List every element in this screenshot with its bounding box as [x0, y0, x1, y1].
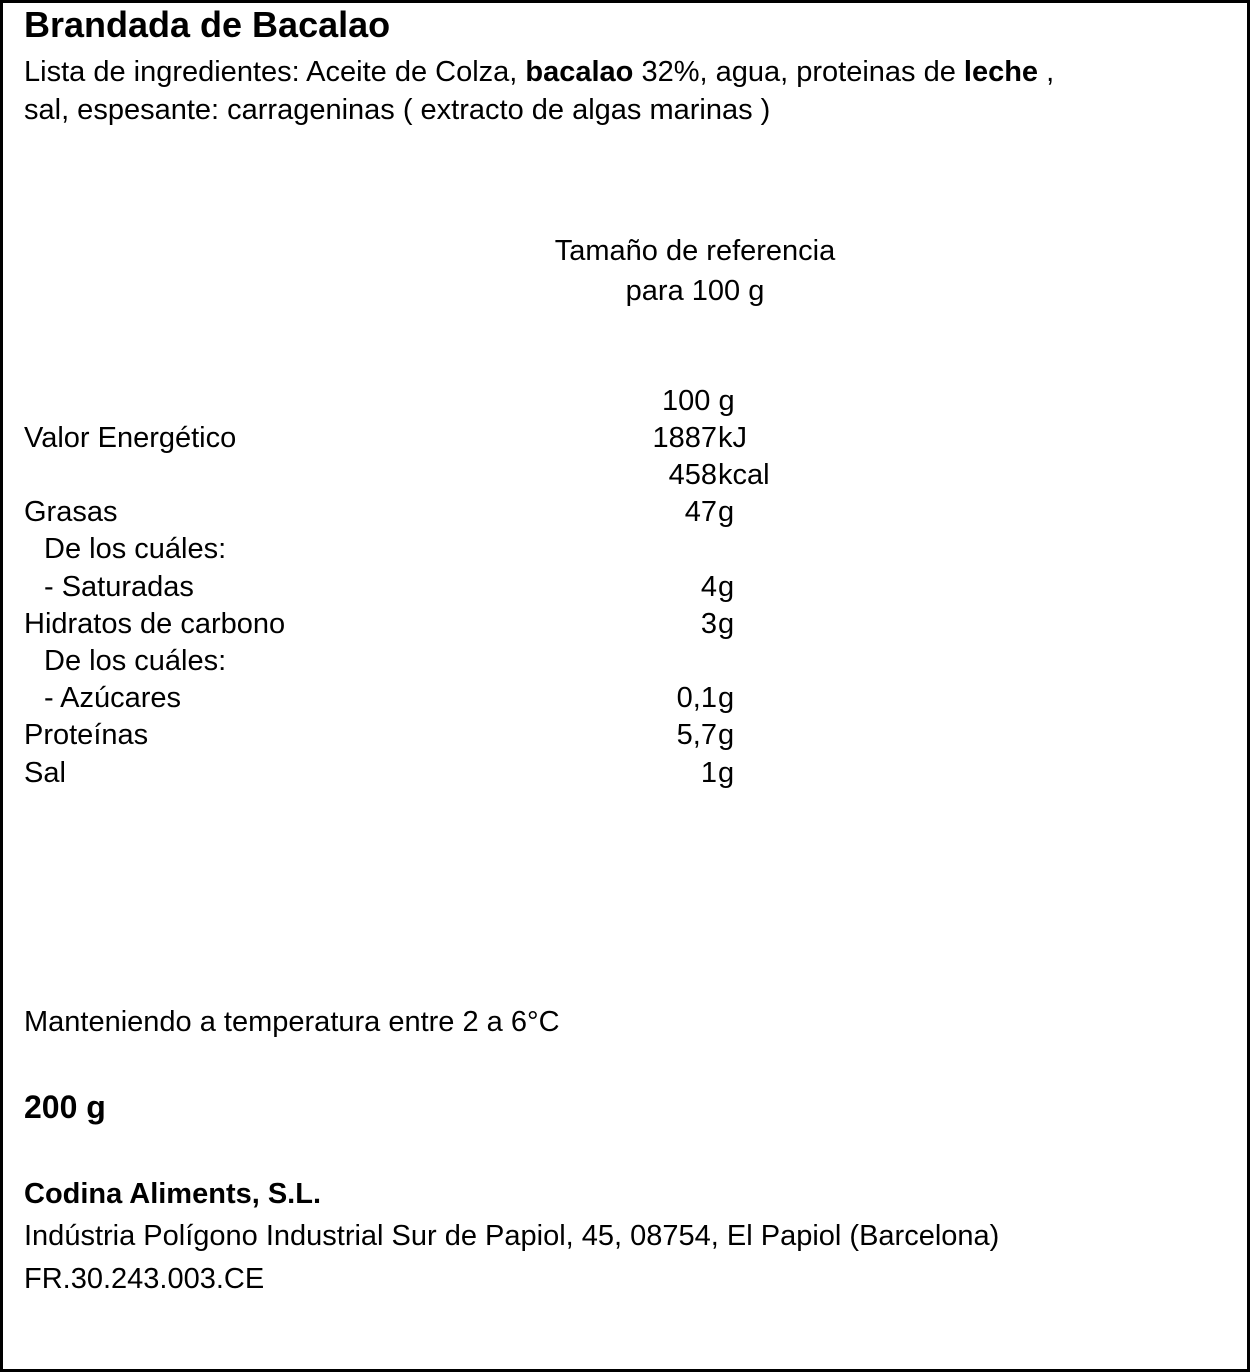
nutrient-label-protein: Proteínas [24, 719, 149, 751]
company-name: Codina Aliments, S.L. [24, 1178, 322, 1210]
product-title: Brandada de Bacalao [24, 4, 391, 45]
nutrient-value-fat: 47 [684, 496, 717, 528]
nutrient-value-saturated: 4 [700, 571, 717, 603]
reference-size-line-2: para 100 g [625, 275, 765, 307]
allergen-bacalao: bacalao [525, 56, 634, 88]
nutrient-value-sugars: 0,1 [676, 682, 717, 714]
nutrient-label-saturated: - Saturadas [44, 571, 194, 603]
nutrition-column-header: 100 g [662, 385, 735, 417]
ingredients-line-2: sal, espesante: carrageninas ( extracto de algas marinas ) [24, 94, 771, 126]
nutrient-sublabel-of-which-fat: De los cuáles: [44, 533, 227, 565]
nutrient-value-energy-kj: 1887 [652, 422, 717, 454]
ingredients-line-1 [24, 54, 1054, 91]
nutrient-label-sugars: - Azúcares [44, 682, 181, 714]
net-weight: 200 g [24, 1089, 106, 1125]
storage-instructions: Manteniendo a temperatura entre 2 a 6°C [24, 1006, 560, 1038]
nutrient-unit-salt: g [718, 757, 735, 789]
nutrient-value-salt: 1 [700, 757, 717, 789]
nutrient-value-carbohydrates: 3 [700, 608, 717, 640]
company-address: Indústria Polígono Industrial Sur de Papiol, 45, 08754, El Papiol (Barcelona) [24, 1220, 1000, 1252]
nutrient-label-carbohydrates: Hidratos de carbono [24, 608, 286, 640]
nutrient-unit-energy-kj: kJ [718, 422, 747, 454]
nutrient-unit-energy-kcal: kcal [718, 459, 770, 491]
nutrient-unit-saturated: g [718, 571, 735, 603]
nutrient-unit-sugars: g [718, 682, 735, 714]
nutrient-unit-carbohydrates: g [718, 608, 735, 640]
ingredients-part-3: , [1038, 56, 1055, 88]
ingredients-part-1: Aceite de Colza, [306, 56, 526, 88]
nutrient-label-salt: Sal [24, 757, 66, 789]
ingredients-part-2: 32%, agua, proteinas de [633, 56, 964, 88]
nutrient-unit-protein: g [718, 719, 735, 751]
nutrient-sublabel-of-which-carbs: De los cuáles: [44, 645, 227, 677]
nutrient-value-protein: 5,7 [676, 719, 717, 751]
reference-size-line-1: Tamaño de referencia [554, 235, 836, 267]
health-registry-number: FR.30.243.003.CE [24, 1263, 265, 1295]
nutrient-unit-fat: g [718, 496, 735, 528]
nutrient-label-fat: Grasas [24, 496, 118, 528]
nutrient-label-energy: Valor Energético [24, 422, 237, 454]
allergen-leche: leche [963, 56, 1039, 88]
ingredients-label: Lista de ingredientes: [24, 56, 307, 88]
nutrient-value-energy-kcal: 458 [668, 459, 717, 491]
